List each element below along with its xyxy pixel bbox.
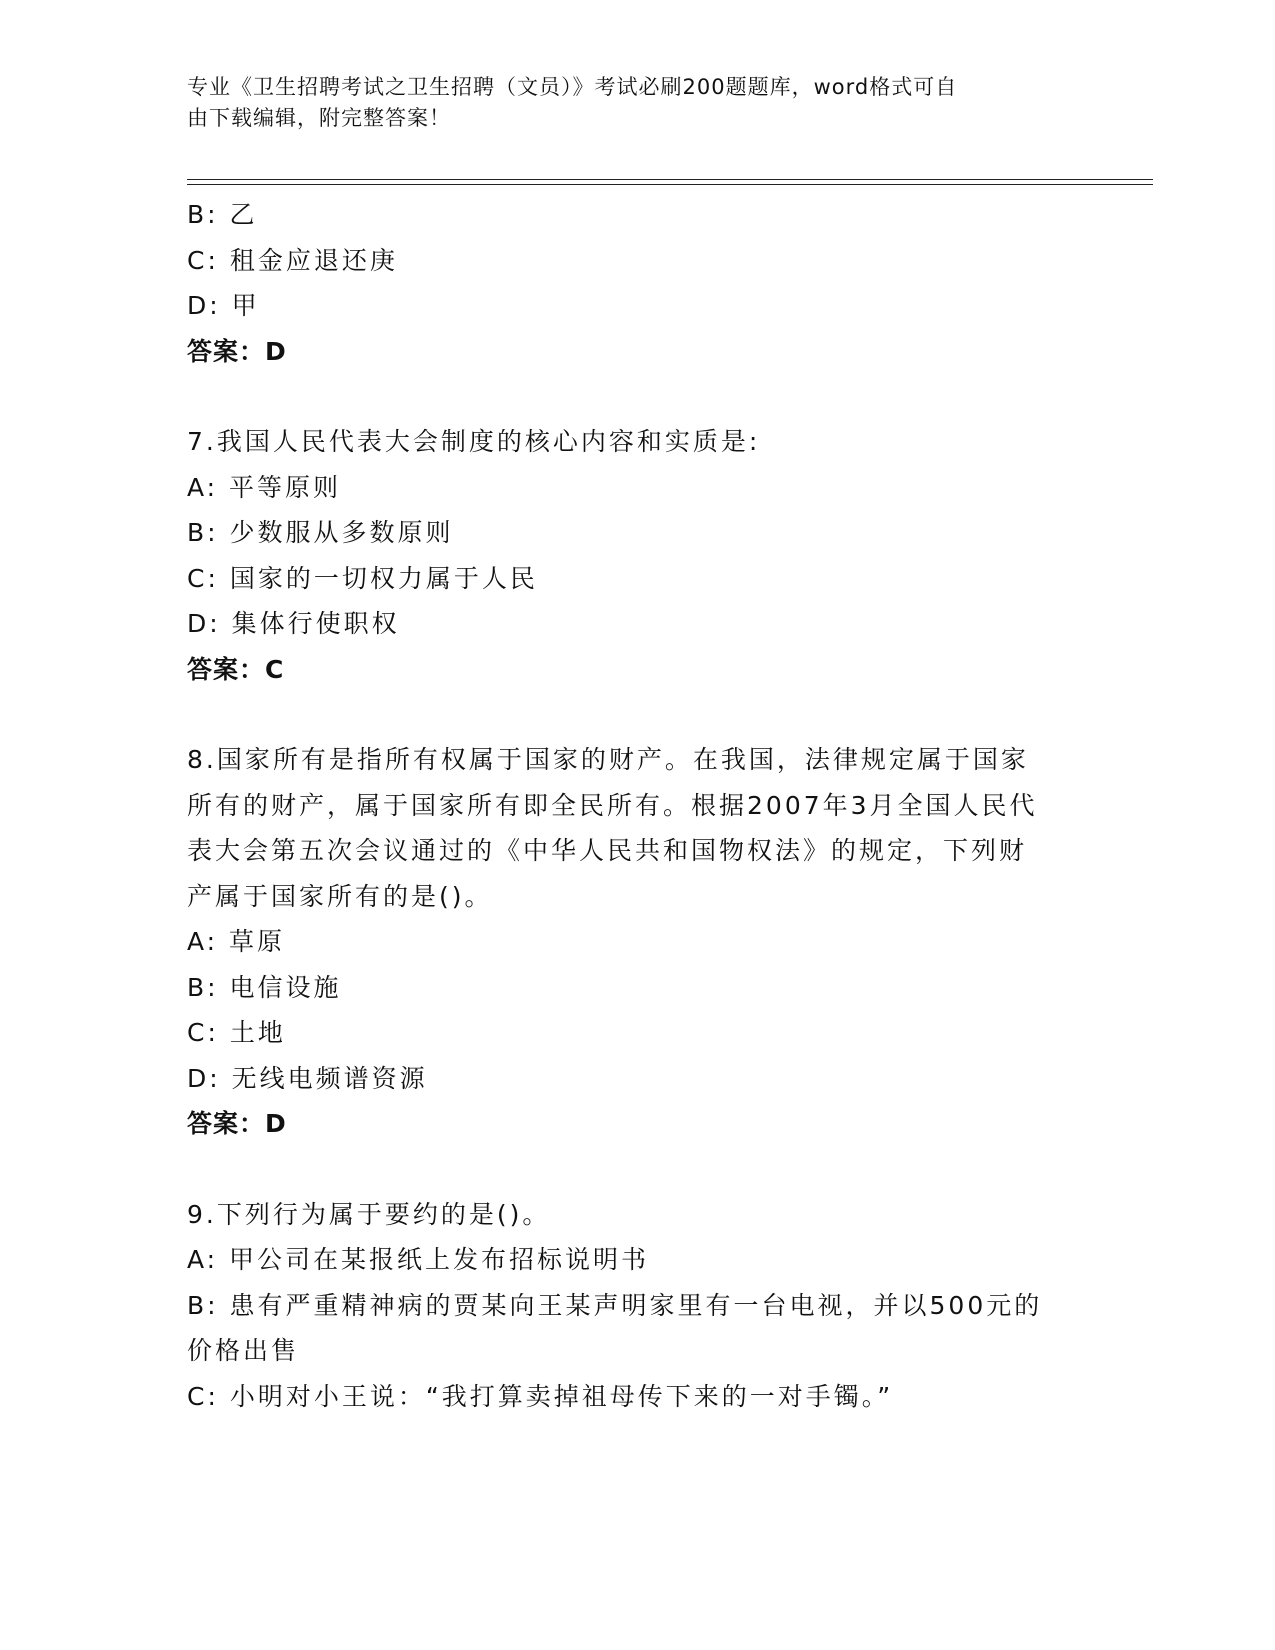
q9-option-b-line-1: B: 患有严重精神病的贾某向王某声明家里有一台电视，并以500元的	[187, 1290, 1043, 1320]
q6-option-c: C: 租金应退还庚	[187, 245, 398, 275]
q8-option-c: C: 土地	[187, 1018, 286, 1047]
q6-option-b: B: 乙	[187, 200, 258, 229]
q9-option-c: C: 小明对小王说：“我打算卖掉祖母传下来的一对手镯。”	[187, 1381, 894, 1411]
q7-option-c: C: 国家的一切权力属于人民	[187, 563, 538, 593]
question-6	[187, 192, 1087, 374]
q8-stem-line-4: 产属于国家所有的是()。	[187, 881, 493, 911]
header-line-2: 由下载编辑，附完整答案！	[187, 106, 451, 130]
q7-option-a: A: 平等原则	[187, 472, 342, 502]
question-spacer	[187, 692, 1087, 737]
document-header	[187, 72, 1067, 134]
q9-stem: 9.下列行为属于要约的是()。	[187, 1199, 551, 1229]
q8-answer: 答案：D	[187, 1109, 287, 1138]
question-7	[187, 419, 1087, 692]
q7-stem: 7.我国人民代表大会制度的核心内容和实质是:	[187, 427, 761, 456]
q9-option-b-line-2: 价格出售	[187, 1336, 300, 1365]
header-divider-bottom	[187, 184, 1153, 185]
q8-option-a: A: 草原	[187, 927, 286, 956]
header-divider-top	[187, 179, 1153, 180]
q6-answer: 答案：D	[187, 336, 287, 366]
document-body	[187, 192, 1087, 1419]
header-line-1: 专业《卫生招聘考试之卫生招聘（文员）》考试必刷200题题库，word格式可自	[187, 75, 958, 99]
q7-option-d: D: 集体行使职权	[187, 609, 400, 638]
q7-option-b: B: 少数服从多数原则	[187, 518, 454, 547]
q9-option-a: A: 甲公司在某报纸上发布招标说明书	[187, 1245, 650, 1274]
q7-answer: 答案：C	[187, 654, 285, 684]
q8-stem-line-1: 8.国家所有是指所有权属于国家的财产。在我国，法律规定属于国家	[187, 745, 1029, 774]
question-spacer	[187, 374, 1087, 419]
question-spacer	[187, 1147, 1087, 1192]
q8-stem-line-3: 表大会第五次会议通过的《中华人民共和国物权法》的规定，下列财	[187, 836, 1028, 865]
q8-option-d: D: 无线电频谱资源	[187, 1063, 428, 1093]
q8-stem-line-2: 所有的财产，属于国家所有即全民所有。根据2007年3月全国人民代	[187, 790, 1038, 820]
question-8	[187, 737, 1087, 1147]
q8-option-b: B: 电信设施	[187, 972, 342, 1002]
question-9	[187, 1192, 1087, 1420]
q6-option-d: D: 甲	[187, 291, 260, 320]
